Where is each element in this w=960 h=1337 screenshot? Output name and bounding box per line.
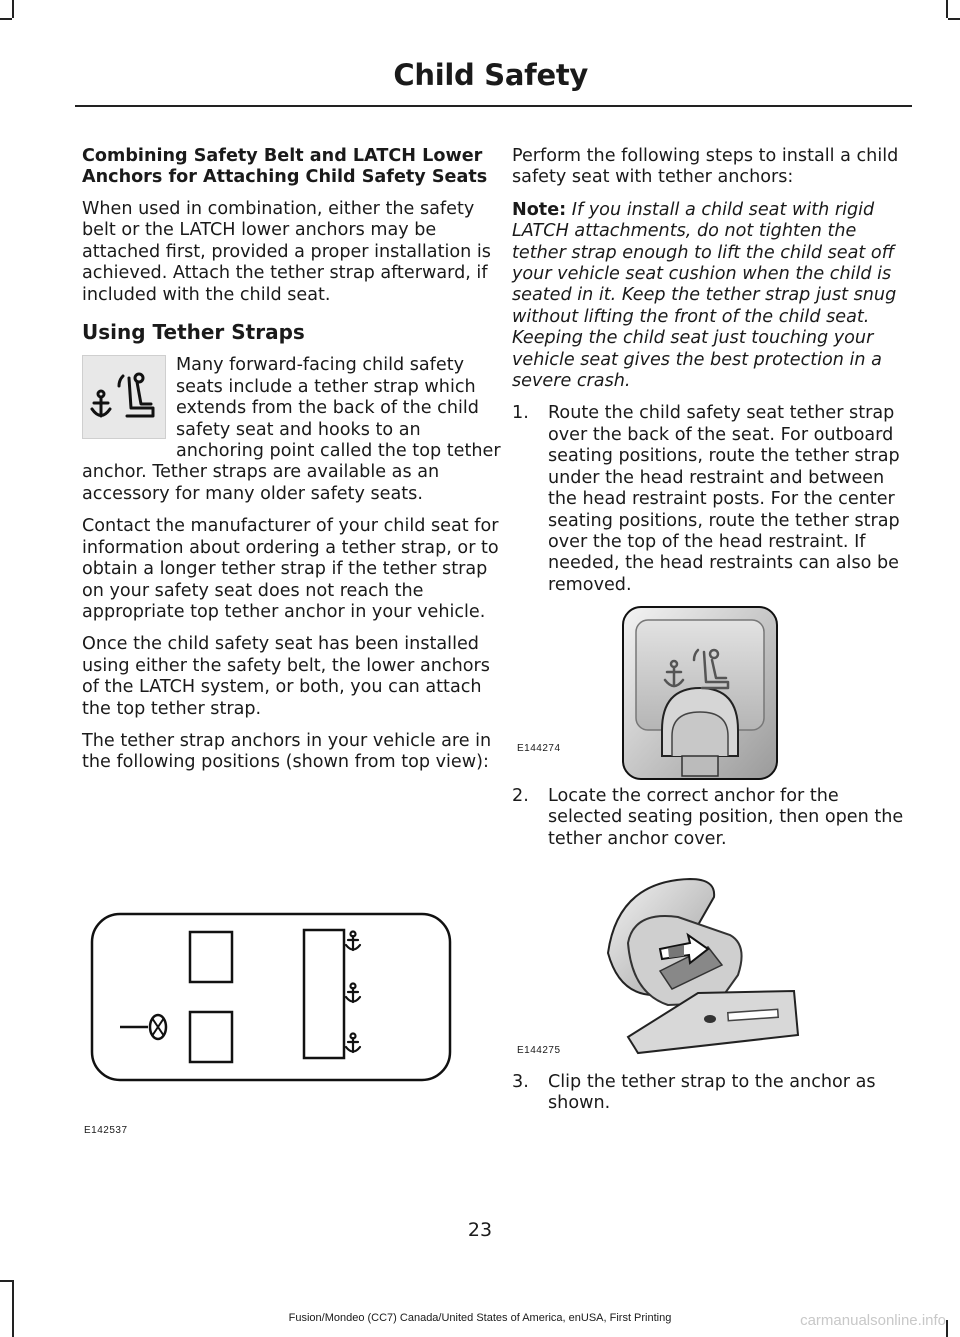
paragraph-combination: When used in combination, either the safety belt or the LATCH lower anchors may be attached first, provided a proper installation is achieved. Attach the tether strap afterward, if included with the child seat. <box>82 199 491 305</box>
figure-code: E144275 <box>517 1045 561 1056</box>
paragraph-forward-facing: Many forward-facing child safety seats include a tether strap which extends from the back of the child safety seat and hooks to an anchoring point called the top tether anchor. Tether straps are available as an accessory for many older safety seats. <box>82 355 501 504</box>
step-text: Route the child safety seat tether strap over the back of the seat. For outboard seating positions, route the tether strap under the head restraint and between the head restraint posts. For the center seating positions, route the tether strap over the top of the head restraint. If needed, the head restraints can also be removed. <box>548 403 900 595</box>
left-column <box>82 146 504 785</box>
crop-mark <box>12 0 14 18</box>
figure-code: E142537 <box>84 1125 128 1136</box>
paragraph-intro: Perform the following steps to install a child safety seat with tether anchors: <box>512 146 899 188</box>
tether-anchor-cover-figure <box>622 606 778 782</box>
crop-mark <box>0 18 12 20</box>
crop-mark <box>12 1280 14 1337</box>
section-heading-tether: Using Tether Straps <box>82 320 305 345</box>
anchor-icon <box>346 984 360 1003</box>
note-text: If you install a child seat with rigid LATCH attachments, do not tighten the tether strap enough to lift the child seat off your vehicle seat cushion when the child is seated in it. Keep the tether strap just snug without lifting the front of the child seat. Keeping the child seat just touching your vehicle seat gives the best protection in a severe crash. <box>512 199 897 392</box>
right-column <box>512 146 910 606</box>
step-text: Locate the correct anchor for the selected seating position, then open the tether anchor cover. <box>548 786 904 849</box>
note-label: Note: <box>512 199 567 220</box>
paragraph-contact: Contact the manufacturer of your child seat for information about ordering a tether strap, or to obtain a longer tether strap if the tether strap on your safety seat does not reach the appropriate top tether anchor in your vehicle. <box>82 516 499 622</box>
paragraph-positions: The tether strap anchors in your vehicle are in the following positions (shown from top view): <box>82 730 492 773</box>
tether-anchor-symbol <box>82 355 166 439</box>
step-item <box>512 786 910 850</box>
step-item <box>512 1072 910 1115</box>
page-number: 23 <box>467 1219 493 1241</box>
steering-wheel-icon <box>150 1015 166 1039</box>
crop-mark <box>0 1280 12 1282</box>
paragraph-once-installed: Once the child safety seat has been installed using either the safety belt, the lower anchors of the LATCH system, or both, you can attach the top tether strap. <box>82 634 490 719</box>
crop-mark <box>948 18 960 20</box>
crop-mark <box>946 0 948 18</box>
note <box>512 200 910 393</box>
step-number: 2. <box>512 786 529 806</box>
steps-list <box>512 403 910 596</box>
rear-seat <box>304 930 344 1058</box>
open-anchor-cover-figure <box>598 875 804 1057</box>
header-divider <box>75 105 912 107</box>
front-seat-left <box>190 1012 232 1062</box>
section-heading-combining: Combining Safety Belt and LATCH Lower Anchors for Attaching Child Safety Seats <box>82 146 488 187</box>
step-item <box>512 403 910 596</box>
step-number: 1. <box>512 403 529 424</box>
footer-text: Fusion/Mondeo (CC7) Canada/United States of America, enUSA, First Printing <box>288 1312 672 1324</box>
steps-list <box>512 1072 910 1115</box>
front-seat-right <box>190 932 232 982</box>
step-text: Clip the tether strap to the anchor as shown. <box>548 1072 876 1114</box>
figure-code: E144274 <box>517 743 561 754</box>
anchor-icon <box>346 932 360 951</box>
step-3-block <box>512 1072 910 1125</box>
anchor-icon <box>346 1034 360 1053</box>
page-title: Child Safety <box>393 58 588 92</box>
anchor-positions-figure <box>90 912 452 1082</box>
steps-list <box>512 786 910 850</box>
watermark: carmanualsonline.info <box>800 1312 946 1329</box>
step-2-block <box>512 786 910 860</box>
step-number: 3. <box>512 1072 529 1092</box>
child-seat-icon <box>83 356 165 438</box>
